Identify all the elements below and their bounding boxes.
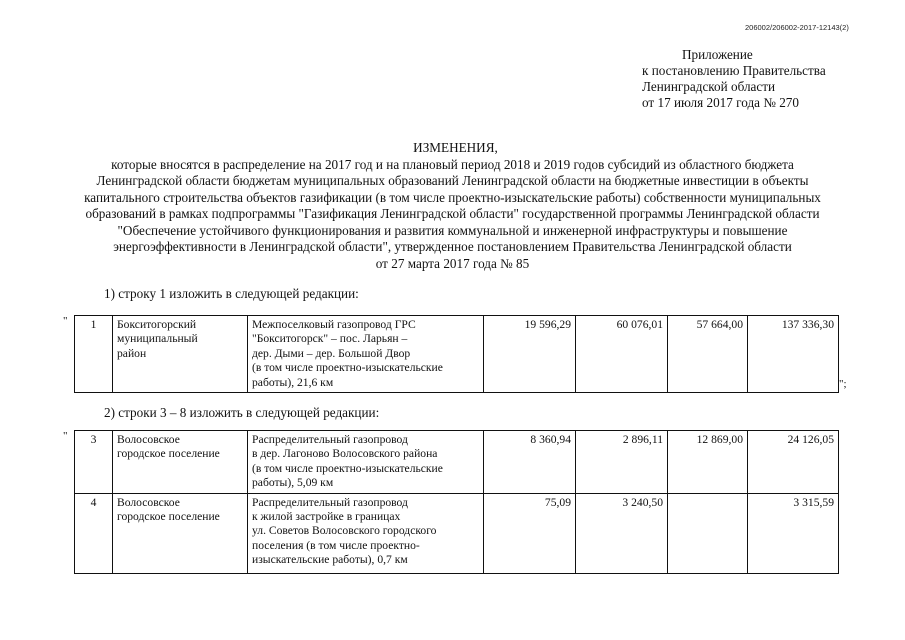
value-2018: 60 076,01 [576, 316, 668, 393]
object-line: дер. Дыми – дер. Большой Двор [252, 346, 411, 360]
object-line: (в том числе проектно-изыскательские [252, 461, 443, 475]
appendix-title: Приложение [682, 47, 753, 62]
municipality-cell [113, 493, 248, 573]
row-number: 4 [75, 493, 113, 573]
section-1-label: 1) строку 1 изложить в следующей редакции: [104, 286, 359, 301]
object-line: поселения (в том числе проектно- [252, 538, 420, 552]
appendix-line-region: Ленинградской области [642, 79, 776, 94]
object-line: (в том числе проектно-изыскательские [252, 361, 443, 375]
value-2018: 3 240,50 [576, 493, 668, 573]
municipality-line: район [117, 346, 147, 360]
section-1-table [74, 315, 839, 393]
row-number: 3 [75, 431, 113, 494]
appendix-line-date: от 17 июля 2017 года № 270 [642, 95, 799, 110]
heading-line: "Обеспечение устойчивого функционирования и развития коммунальной и инженерной инфраструктуры и повышение [117, 222, 788, 238]
value-2019 [668, 493, 748, 573]
municipality-line: городское поселение [117, 510, 220, 524]
value-total: 3 315,59 [748, 493, 839, 573]
section-1-close-quote: "; [839, 378, 847, 390]
row-number: 1 [75, 316, 113, 393]
municipality-line: городское поселение [117, 447, 220, 461]
object-line: в дер. Лагоново Волосовского района [252, 447, 438, 461]
value-2017: 19 596,29 [484, 316, 576, 393]
table-row [75, 493, 839, 573]
municipality-line: муниципальный [117, 332, 198, 346]
object-line: к жилой застройке в границах [252, 510, 401, 524]
municipality-cell [113, 316, 248, 393]
heading-line: которые вносятся в распределение на 2017 год и на плановый период 2018 и 2019 годов субсидий из областного бюджета [111, 156, 794, 172]
municipality-cell [113, 431, 248, 494]
value-2018: 2 896,11 [576, 431, 668, 494]
municipality-line: Бокситогорский [117, 318, 197, 331]
heading-line: Ленинградской области бюджетам муниципальных образований Ленинградской области на бюджетные инвестиции в объекты [96, 173, 809, 188]
section-2-table [74, 430, 839, 574]
object-line: ул. Советов Волосовского городского [252, 524, 437, 538]
object-cell [248, 316, 484, 393]
section-2-open-quote: " [63, 430, 68, 442]
object-line: "Бокситогорск" – пос. Ларьян – [252, 332, 408, 346]
object-line: работы), 5,09 км [252, 476, 334, 490]
value-2017: 8 360,94 [484, 431, 576, 494]
heading-title: ИЗМЕНЕНИЯ, [413, 140, 498, 155]
object-line: изыскательские работы), 0,7 км [252, 553, 408, 567]
heading-line: образований в рамках подпрограммы "Газификация Ленинградской области" государственной программы Ленинградской области [85, 206, 820, 221]
table-row [75, 316, 839, 393]
appendix-block [642, 47, 872, 111]
value-total: 24 126,05 [748, 431, 839, 494]
value-2019: 57 664,00 [668, 316, 748, 393]
object-line: Межпоселковый газопровод ГРС [252, 318, 416, 331]
heading-line: энергоэффективности в Ленинградской области", утвержденное постановлением Правительства Ленинградской области [113, 239, 792, 254]
value-total: 137 336,30 [748, 316, 839, 393]
document-registration-number: 206002/206002-2017-12143(2) [745, 23, 849, 32]
value-2017: 75,09 [484, 493, 576, 573]
section-2-label: 2) строки 3 – 8 изложить в следующей редакции: [104, 405, 380, 420]
object-cell [248, 493, 484, 573]
heading-line: капитального строительства объектов газификации (в том числе проектно-изыскательские работы) собственности муниципальных [84, 189, 821, 205]
table-row [75, 431, 839, 494]
object-line: Распределительный газопровод [252, 495, 408, 509]
section-1-open-quote: " [63, 315, 68, 327]
document-heading [0, 140, 905, 272]
appendix-line-resolution: к постановлению Правительства [642, 63, 826, 78]
municipality-line: Волосовское [117, 495, 180, 509]
object-cell [248, 431, 484, 494]
municipality-line: Волосовское [117, 433, 180, 446]
heading-line: от 27 марта 2017 года № 85 [375, 255, 530, 271]
object-line: работы), 21,6 км [252, 375, 334, 389]
value-2019: 12 869,00 [668, 431, 748, 494]
object-line: Распределительный газопровод [252, 433, 408, 446]
